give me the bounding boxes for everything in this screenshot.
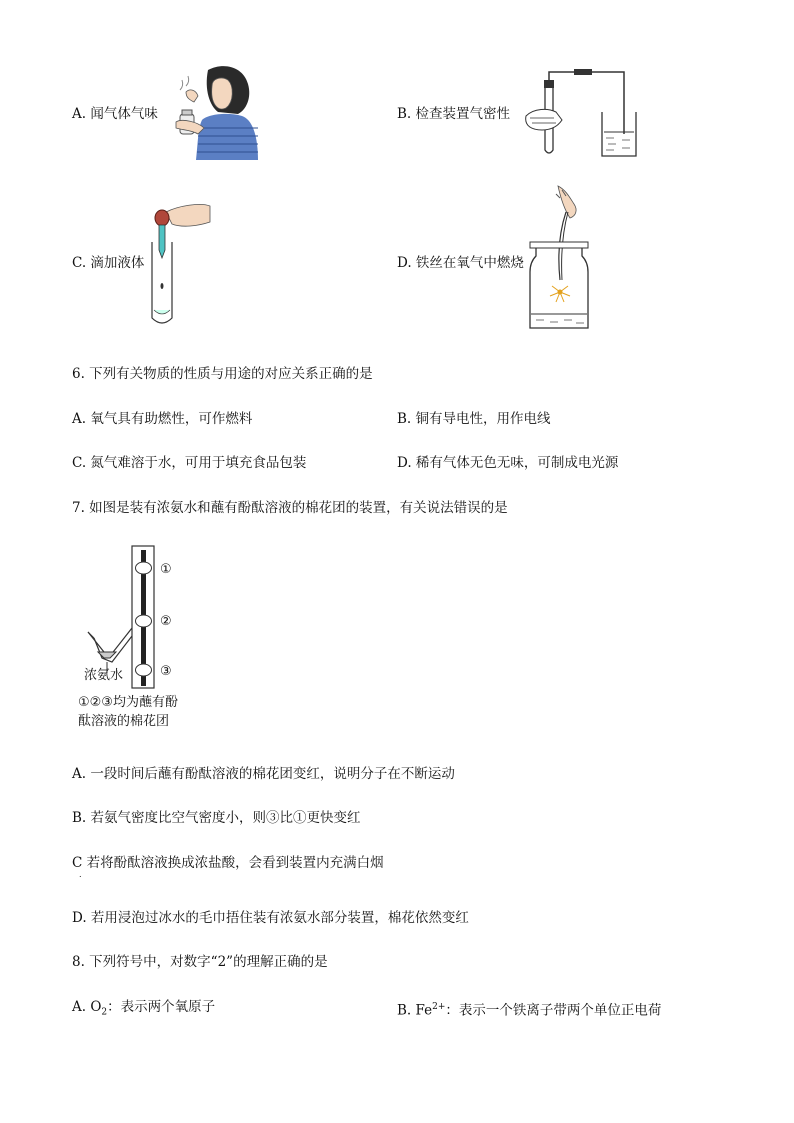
figure-note-line1: ①②③均为蘸有酚 xyxy=(78,695,178,710)
q7-option-c: C 若将酚酞溶液换成浓盐酸，会看到装置内充满白烟 xyxy=(72,855,384,871)
airtightness-check-illustration xyxy=(518,68,640,160)
marker-2: ② xyxy=(160,614,172,629)
q8-option-b xyxy=(397,998,661,1020)
marker-3: ③ xyxy=(160,664,172,679)
q8-stem: 8. 下列符号中，对数字“2”的理解正确的是 xyxy=(72,954,328,970)
dropping-liquid-illustration xyxy=(148,202,212,326)
q5-option-c: C. 滴加液体 xyxy=(72,255,145,271)
q7-stem: 7. 如图是装有浓氨水和蘸有酚酞溶液的棉花团的装置，有关说法错误的是 xyxy=(72,500,508,516)
q7-option-b: B. 若氨气密度比空气密度小，则③比①更快变红 xyxy=(72,810,361,826)
q8-a-text: ：表示两个氧原子 xyxy=(107,999,216,1015)
q8-a-prefix: A. O xyxy=(72,999,102,1015)
q5-option-b: B. 检查装置气密性 xyxy=(397,106,511,122)
ammonia-label: 浓氨水 xyxy=(84,668,124,683)
q6-option-c: C. 氮气难溶于水，可用于填充食品包装 xyxy=(72,455,307,471)
iron-burning-illustration xyxy=(526,182,592,332)
stray-dot: . xyxy=(79,870,82,879)
q5-option-d: D. 铁丝在氧气中燃烧 xyxy=(397,255,524,271)
q8-option-a xyxy=(72,998,215,1022)
q8-a-subscript: 2 xyxy=(101,1007,108,1018)
figure-note-line2: 酞溶液的棉花团 xyxy=(78,714,170,729)
q8-b-superscript: 2+ xyxy=(432,1002,446,1012)
q5-option-a: A. 闻气体气味 xyxy=(72,106,158,122)
q7-option-d: D. 若用浸泡过冰水的毛巾捂住装有浓氨水部分装置，棉花依然变红 xyxy=(72,910,469,926)
q6-option-d: D. 稀有气体无色无味，可制成电光源 xyxy=(397,455,619,471)
marker-1: ① xyxy=(160,562,172,577)
q8-b-text: ：表示一个铁离子带两个单位正电荷 xyxy=(445,1002,662,1019)
q6-stem: 6. 下列有关物质的性质与用途的对应关系正确的是 xyxy=(72,366,373,382)
q8-b-prefix: B. Fe xyxy=(397,1002,433,1019)
q6-option-a: A. 氧气具有助燃性，可作燃料 xyxy=(72,411,253,427)
q7-option-a: A. 一段时间后蘸有酚酞溶液的棉花团变红，说明分子在不断运动 xyxy=(72,766,455,782)
q6-option-b: B. 铜有导电性，用作电线 xyxy=(397,411,551,427)
smelling-gas-illustration xyxy=(168,62,260,160)
